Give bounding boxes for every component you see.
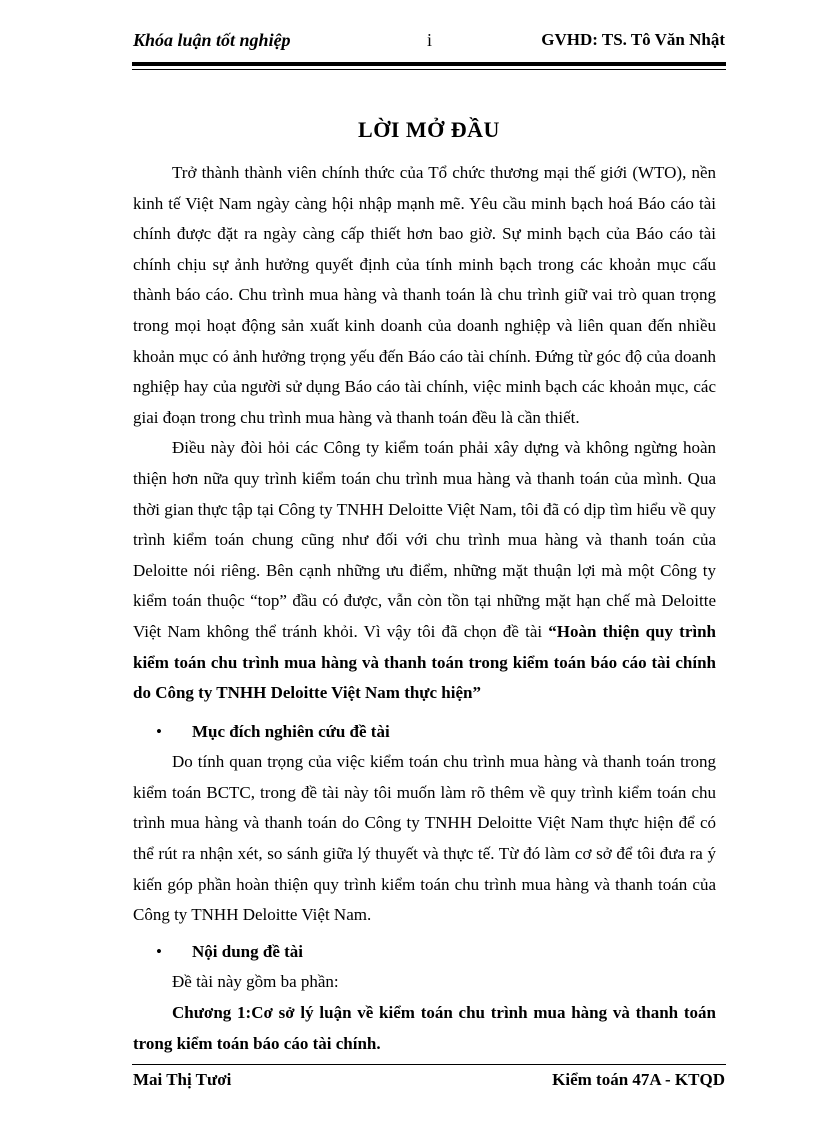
page-footer	[133, 1070, 725, 1094]
header-advisor: GVHD: TS. Tô Văn Nhật	[541, 30, 725, 49]
document-body	[133, 158, 716, 1059]
paragraph-purpose: Do tính quan trọng của việc kiểm toán chu trình mua hàng và thanh toán trong kiểm toán BCTC, trong đề tài này tôi muốn làm rõ thêm về quy trình kiểm toán chu trình mua hàng và thanh toán do Công ty TNHH Deloitte Việt Nam thực hiện để có thể rút ra nhận xét, so sánh giữa lý thuyết và thực tế. Từ đó làm cơ sở để tôi đưa ra ý kiến góp phần hoàn thiện quy trình kiểm toán chu trình mua hàng và thanh toán của Công ty TNHH Deloitte Việt Nam.	[133, 752, 716, 925]
footer-author: Mai Thị Tươi	[133, 1070, 232, 1089]
header-rule-thick	[132, 62, 726, 66]
page-title: LỜI MỞ ĐẦU	[358, 117, 500, 142]
thesis-topic-title: “Hoàn thiện quy trình kiểm toán chu trình mua hàng và thanh toán trong kiểm toán báo cáo tài chính do Công ty TNHH Deloitte Việt Nam thực hiện”	[133, 621, 717, 703]
paragraph-intro: Trở thành thành viên chính thức của Tổ chức thương mại thế giới (WTO), nền kinh tế Việt Nam ngày càng hội nhập mạnh mẽ. Yêu cầu minh bạch hoá Báo cáo tài chính được đặt ra ngày càng cấp thiết hơn bao giờ. Sự minh bạch của Báo cáo tài chính chịu sự ảnh hưởng quyết định của tính minh bạch trong các khoản mục cấu thành báo cáo. Chu trình mua hàng và thanh toán là chu trình giữ vai trò quan trọng trong mọi hoạt động sản xuất kinh doanh của doanh nghiệp và liên quan đến nhiều khoản mục có ảnh hưởng trọng yếu đến Báo cáo tài chính. Đứng từ góc độ của doanh nghiệp hay của người sử dụng Báo cáo tài chính, việc minh bạch các khoản mục, các giai đoạn trong chu trình mua hàng và thanh toán đều là cần thiết.	[133, 163, 716, 427]
bullet-dot: •	[156, 941, 162, 961]
bullet-content	[133, 937, 716, 968]
footer-class: Kiểm toán 47A - KTQD	[552, 1070, 725, 1089]
bullet-content-label: Nội dung đề tài	[192, 941, 303, 961]
paragraph-reason-text: Điều này đòi hỏi các Công ty kiểm toán phải xây dựng và không ngừng hoàn thiện hơn nữa quy trình kiểm toán chu trình mua hàng và thanh toán của mình. Qua thời gian thực tập tại Công ty TNHH Deloitte Việt Nam, tôi đã có dịp tìm hiểu về quy trình kiểm toán chung cũng như đối với chu trình mua hàng và thanh toán của Deloitte nói riêng. Bên cạnh những ưu điểm, những mặt thuận lợi mà một Công ty kiểm toán thuộc “top” đầu có được, vẫn còn tồn tại những mặt hạn chế mà Deloitte Việt Nam không thể tránh khỏi. Vì vậy tôi đã chọn đề tài	[133, 438, 716, 641]
page-header	[133, 30, 725, 56]
header-rule-thin	[132, 69, 726, 70]
bullet-research-purpose-label: Mục đích nghiên cứu đề tài	[192, 721, 390, 741]
footer-rule	[132, 1064, 726, 1065]
paragraph-chapter-1: Chương 1:Cơ sở lý luận về kiểm toán chu trình mua hàng và thanh toán trong kiểm toán báo cáo tài chính.	[133, 1003, 716, 1053]
header-page-number: i	[427, 30, 433, 50]
paragraph-parts: Đề tài này gồm ba phần:	[172, 972, 339, 992]
header-thesis-label: Khóa luận tốt nghiệp	[133, 30, 291, 50]
bullet-dot: •	[156, 721, 162, 741]
bullet-research-purpose	[133, 717, 716, 748]
paragraph-reason	[133, 433, 716, 708]
